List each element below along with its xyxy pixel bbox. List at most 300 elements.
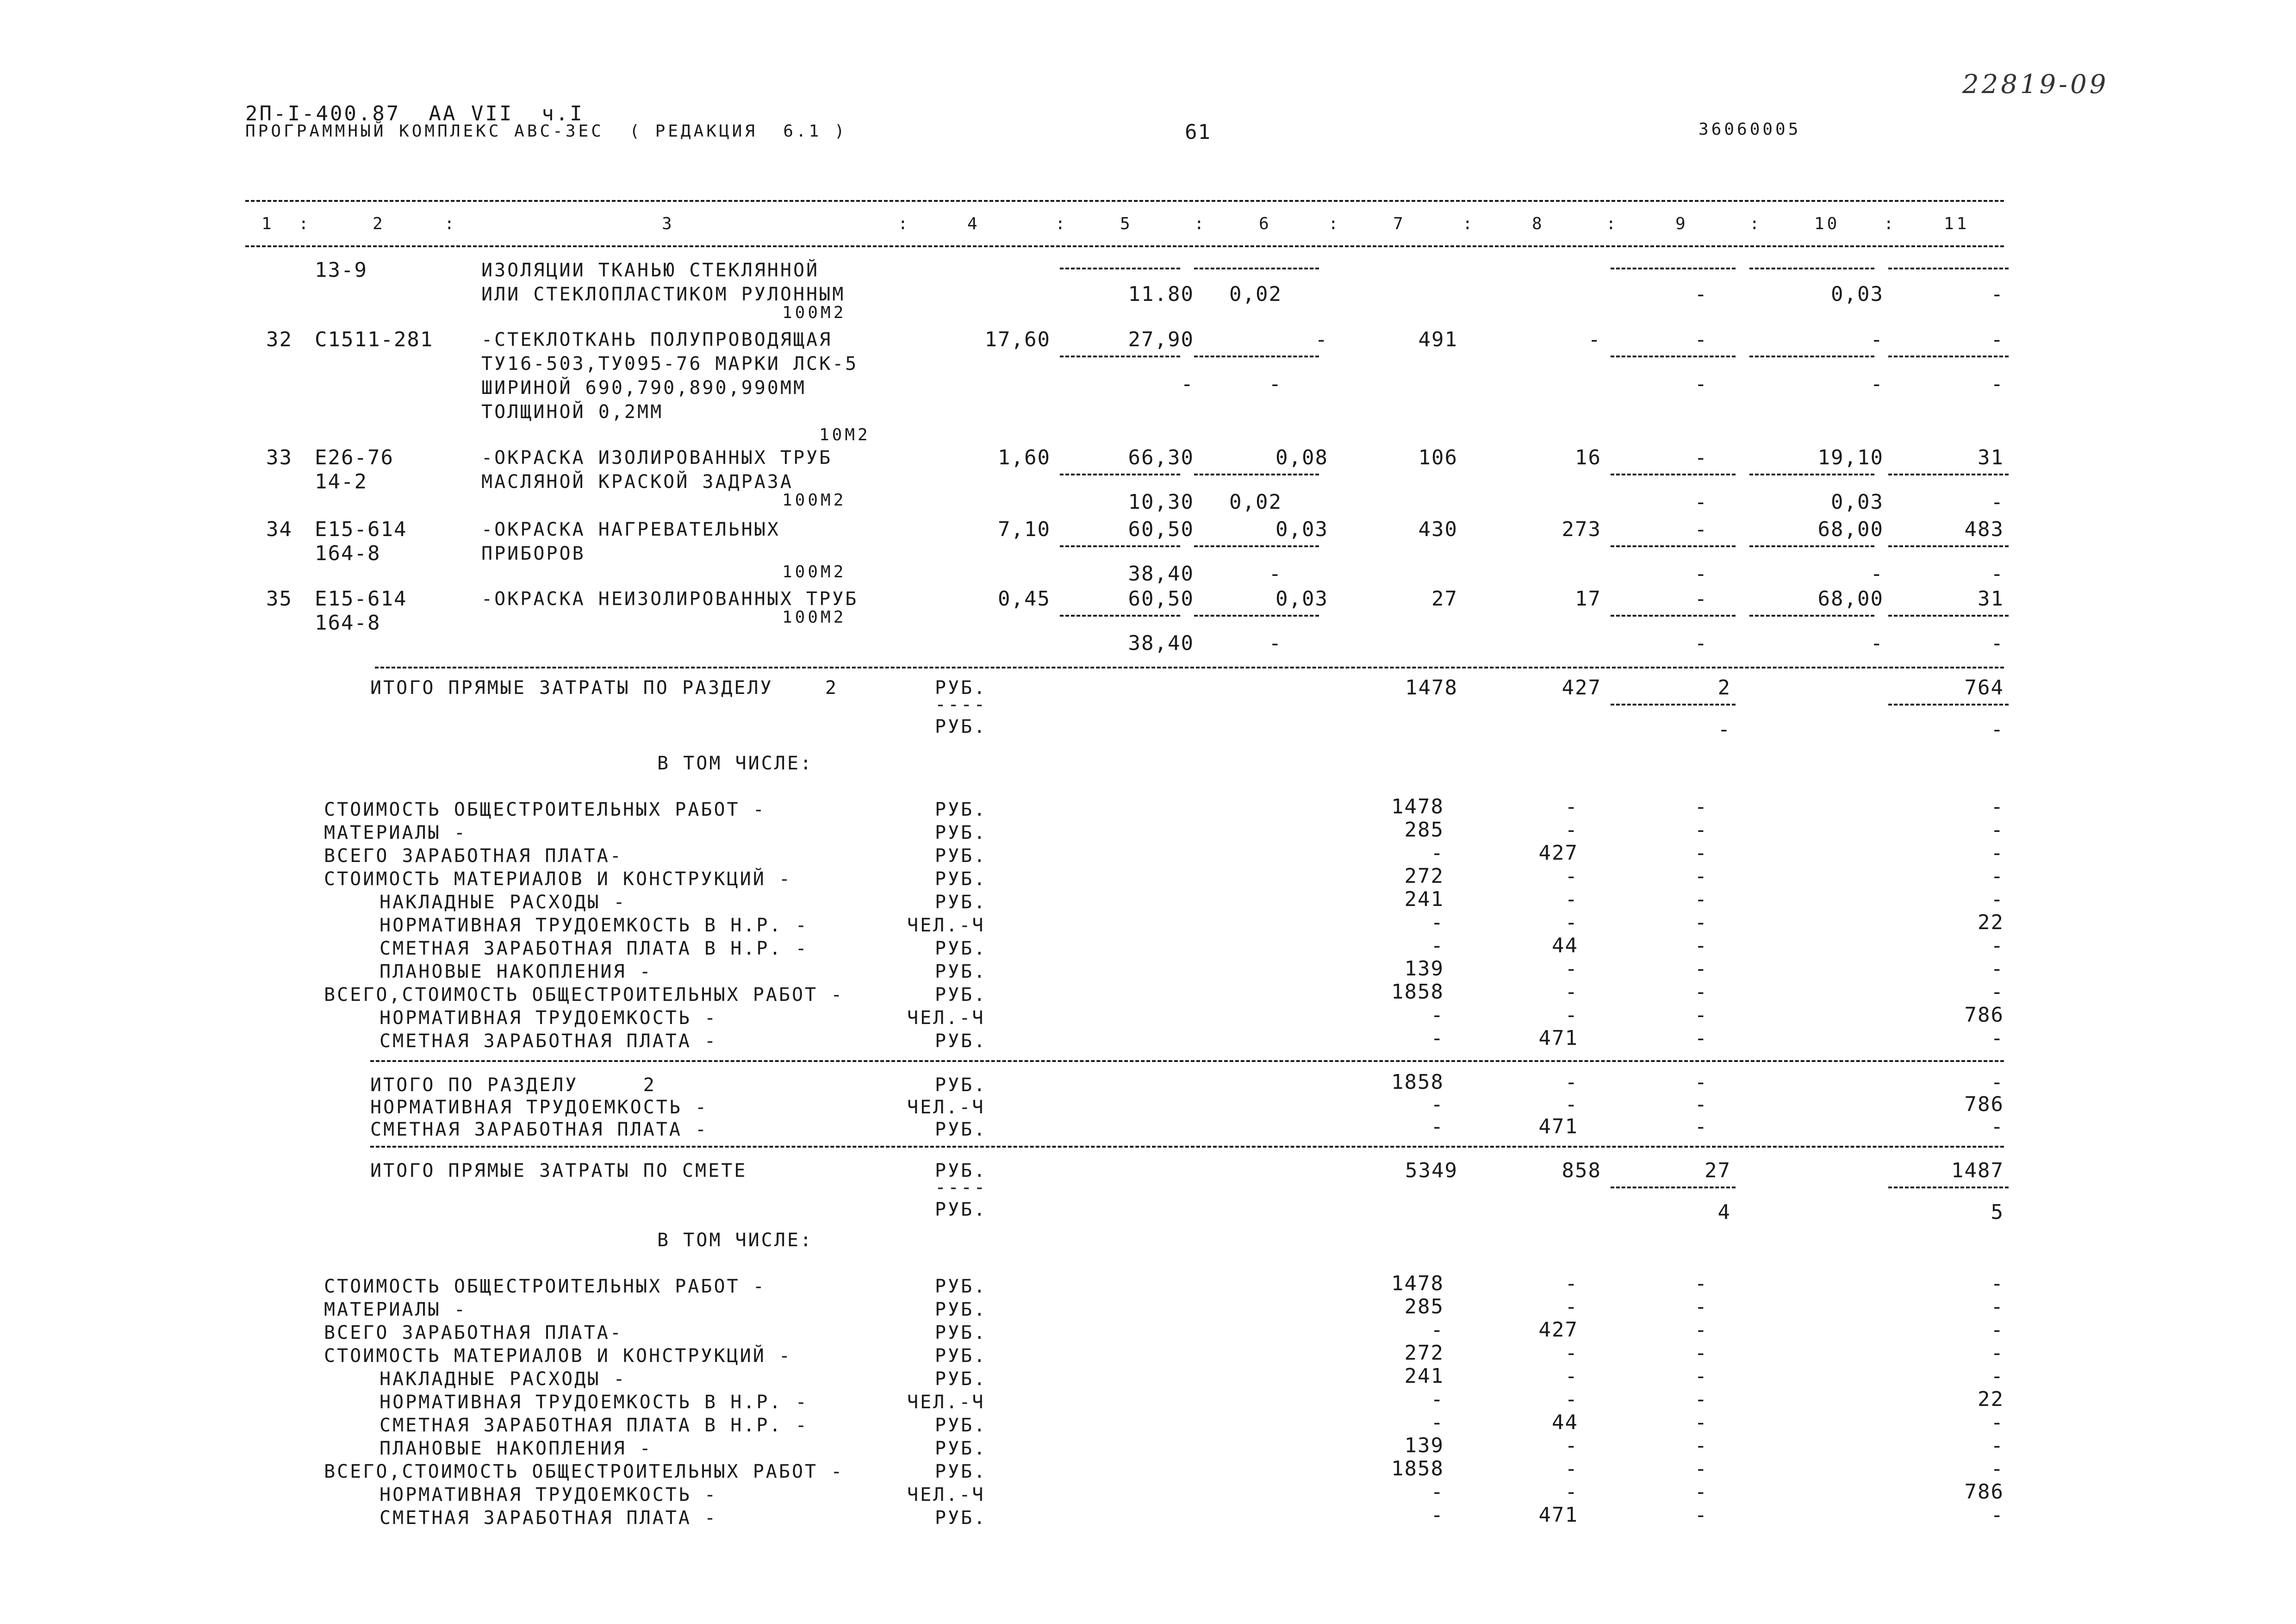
- item-number: 32: [266, 328, 292, 351]
- breakdown-col7: 1478: [1391, 795, 1444, 818]
- column-separator: :: [1055, 214, 1068, 233]
- item-unit: 100М2: [782, 491, 846, 510]
- breakdown-unit: РУБ.: [935, 1438, 987, 1459]
- breakdown-unit: РУБ.: [935, 938, 987, 959]
- cell-col7: 106: [1418, 446, 1458, 469]
- total-col11-sub: 5: [1991, 1200, 2004, 1224]
- cell-col11-sub: -: [1991, 282, 2004, 306]
- column-number: 7: [1393, 214, 1406, 233]
- column-number: 4: [967, 214, 980, 233]
- item-description: ИЗОЛЯЦИИ ТКАНЬЮ СТЕКЛЯННОЙ: [481, 260, 820, 281]
- column-number: 2: [373, 214, 386, 233]
- breakdown-col9: -: [1694, 818, 1708, 842]
- document-number: 36060005: [1699, 120, 1801, 139]
- breakdown-col8: -: [1565, 1295, 1578, 1318]
- breakdown-col11: -: [1991, 1364, 2004, 1388]
- total-col8: 427: [1562, 676, 1601, 700]
- breakdown-col8: -: [1565, 1272, 1578, 1295]
- summary-col7: -: [1431, 1115, 1444, 1138]
- breakdown-col7: 1858: [1391, 980, 1444, 1004]
- cell-col9-sub: -: [1694, 562, 1708, 586]
- breakdown-col9: -: [1694, 887, 1708, 911]
- breakdown-col11: -: [1991, 795, 2004, 818]
- cell-col11: -: [1991, 328, 2004, 351]
- item-description: -ОКРАСКА ИЗОЛИРОВАННЫХ ТРУБ: [481, 447, 833, 468]
- column-number: 6: [1259, 214, 1272, 233]
- cell-col11: 483: [1964, 518, 2004, 541]
- breakdown-col11: -: [1991, 887, 2004, 911]
- cell-col10-sub: 0,03: [1831, 282, 1884, 306]
- breakdown-col9: -: [1694, 911, 1708, 934]
- summary-col11: -: [1991, 1070, 2004, 1094]
- breakdown-col11: -: [1991, 1026, 2004, 1050]
- breakdown-label: НОРМАТИВНАЯ ТРУДОЕМКОСТЬ -: [380, 1484, 718, 1505]
- cell-col9: -: [1694, 518, 1708, 541]
- cell-col10-sub: 0,03: [1831, 490, 1884, 514]
- dash-separator: [1888, 1187, 2009, 1188]
- breakdown-col9: -: [1694, 1026, 1708, 1050]
- cell-col11-sub: -: [1991, 631, 2004, 655]
- cell-col6-sub: -: [1269, 631, 1282, 655]
- breakdown-col11: -: [1991, 957, 2004, 981]
- summary-col8: -: [1565, 1093, 1578, 1116]
- total-label: ИТОГО ПРЯМЫЕ ЗАТРАТЫ ПО СМЕТЕ: [370, 1160, 747, 1181]
- summary-unit: ЧЕЛ.-Ч: [907, 1097, 985, 1118]
- breakdown-col8: -: [1565, 1434, 1578, 1457]
- breakdown-col9: -: [1694, 1480, 1708, 1504]
- breakdown-col11: -: [1991, 1457, 2004, 1480]
- dash-separator: [1194, 268, 1319, 269]
- breakdown-unit: РУБ.: [935, 1299, 987, 1320]
- cell-col8: 16: [1575, 446, 1601, 469]
- dash-separator: [1611, 356, 1736, 357]
- breakdown-label: ВСЕГО,СТОИМОСТЬ ОБЩЕСТРОИТЕЛЬНЫХ РАБОТ -: [324, 1461, 844, 1482]
- breakdown-col11: -: [1991, 818, 2004, 842]
- breakdown-col8: -: [1565, 1387, 1578, 1411]
- column-separator: :: [1749, 214, 1762, 233]
- page-number: 61: [1185, 120, 1211, 144]
- breakdown-col7: 241: [1404, 887, 1444, 911]
- total-col11: 764: [1964, 676, 2004, 700]
- column-separator: :: [444, 214, 457, 233]
- breakdown-col8: 427: [1538, 1318, 1578, 1342]
- dash-separator: [1888, 268, 2009, 269]
- dash-separator: [1888, 704, 2009, 706]
- dash-separator: [1611, 545, 1736, 547]
- item-number: 35: [266, 587, 292, 611]
- cell-col6: 0,03: [1276, 518, 1328, 541]
- cell-col6-sub: -: [1269, 562, 1282, 586]
- item-description: МАСЛЯНОЙ КРАСКОЙ ЗАДРАЗА: [481, 471, 793, 493]
- cell-col9-sub: -: [1694, 372, 1708, 396]
- breakdown-unit: РУБ.: [935, 1368, 987, 1390]
- dash-separator: [1194, 356, 1319, 357]
- breakdown-col11: 786: [1964, 1480, 2004, 1504]
- summary-label: ИТОГО ПО РАЗДЕЛУ 2: [370, 1074, 656, 1096]
- breakdown-col9: -: [1694, 934, 1708, 957]
- item-number: 33: [266, 446, 292, 469]
- cell-col10-sub: -: [1870, 372, 1884, 396]
- dash-separator: [1060, 615, 1180, 617]
- breakdown-col7: -: [1431, 1003, 1444, 1027]
- cell-col10: 68,00: [1817, 587, 1884, 611]
- dash-separator: [1194, 545, 1319, 547]
- breakdown-unit: РУБ.: [935, 1345, 987, 1367]
- summary-col9: -: [1694, 1093, 1708, 1116]
- breakdown-col7: -: [1431, 841, 1444, 865]
- cell-col5-sub: 10,30: [1128, 490, 1194, 514]
- summary-col7: 1858: [1391, 1070, 1444, 1094]
- breakdown-col8: -: [1565, 818, 1578, 842]
- breakdown-col8: -: [1565, 1341, 1578, 1365]
- breakdown-col8: 44: [1552, 1411, 1578, 1434]
- breakdown-col8: -: [1565, 795, 1578, 818]
- summary-label: НОРМАТИВНАЯ ТРУДОЕМКОСТЬ -: [370, 1097, 709, 1118]
- breakdown-col9: -: [1694, 1272, 1708, 1295]
- breakdown-col9: -: [1694, 1503, 1708, 1527]
- column-separator: :: [299, 214, 311, 233]
- total-unit: РУБ.: [935, 1160, 987, 1181]
- breakdown-col9: -: [1694, 795, 1708, 818]
- dash-separator: [1749, 545, 1874, 547]
- breakdown-col7: 272: [1404, 864, 1444, 888]
- cell-col7: 27: [1431, 587, 1458, 611]
- item-number: 34: [266, 518, 292, 541]
- column-number: 10: [1814, 214, 1840, 233]
- item-code: 13-9: [315, 258, 367, 282]
- cell-col8: 17: [1575, 587, 1601, 611]
- breakdown-col9: -: [1694, 1411, 1708, 1434]
- cell-col5-sub: 38,40: [1128, 562, 1194, 586]
- rule-estimate-total: [370, 1146, 2004, 1148]
- rule-top: [245, 200, 2004, 202]
- item-unit: 100М2: [782, 562, 846, 581]
- item-code: 164-8: [315, 611, 381, 635]
- cell-col11: 31: [1978, 587, 2004, 611]
- breakdown-col9: -: [1694, 1387, 1708, 1411]
- breakdown-col11: 786: [1964, 1003, 2004, 1027]
- breakdown-unit: РУБ.: [935, 1461, 987, 1482]
- breakdown-col8: 44: [1552, 934, 1578, 957]
- item-code: 164-8: [315, 542, 381, 565]
- breakdown-col7: 1858: [1391, 1457, 1444, 1480]
- cell-col4: 7,10: [998, 518, 1051, 541]
- total-col9-sub: 4: [1717, 1200, 1731, 1224]
- breakdown-label: СТОИМОСТЬ ОБЩЕСТРОИТЕЛЬНЫХ РАБОТ -: [324, 799, 766, 820]
- total-col9-sub: -: [1717, 718, 1731, 741]
- dash-separator: [1194, 615, 1319, 617]
- breakdown-col7: 1478: [1391, 1272, 1444, 1295]
- cell-col7: 430: [1418, 518, 1458, 541]
- cell-col6: 0,08: [1276, 446, 1328, 469]
- column-separator: :: [1328, 214, 1341, 233]
- column-separator: :: [1194, 214, 1207, 233]
- cell-col9: -: [1694, 587, 1708, 611]
- item-description: ИЛИ СТЕКЛОПЛАСТИКОМ РУЛОННЫМ: [481, 284, 846, 305]
- breakdown-col7: -: [1431, 1026, 1444, 1050]
- column-separator: :: [1884, 214, 1897, 233]
- breakdown-col8: -: [1565, 911, 1578, 934]
- breakdown-unit: РУБ.: [935, 1276, 987, 1297]
- breakdown-unit: РУБ.: [935, 822, 987, 843]
- breakdown-label: ВСЕГО,СТОИМОСТЬ ОБЩЕСТРОИТЕЛЬНЫХ РАБОТ -: [324, 984, 844, 1006]
- item-unit: 100М2: [782, 303, 846, 322]
- summary-col7: -: [1431, 1093, 1444, 1116]
- total-unit: РУБ.: [935, 677, 987, 699]
- cell-col5-sub: -: [1181, 372, 1194, 396]
- breakdown-col11: 22: [1978, 1387, 2004, 1411]
- rule-section-summary: [370, 1060, 2004, 1062]
- summary-label: СМЕТНАЯ ЗАРАБОТНАЯ ПЛАТА -: [370, 1119, 709, 1140]
- breakdown-col7: -: [1431, 1480, 1444, 1504]
- breakdown-col11: -: [1991, 1411, 2004, 1434]
- dash-separator: [1611, 1187, 1736, 1188]
- breakdown-col9: -: [1694, 1295, 1708, 1318]
- cell-col11-sub: -: [1991, 372, 2004, 396]
- dash-separator: [1611, 268, 1736, 269]
- summary-col11: 786: [1964, 1093, 2004, 1116]
- cell-col6-sub: 0,02: [1229, 282, 1282, 306]
- dash-separator: [1060, 356, 1180, 357]
- item-unit: 10М2: [819, 425, 871, 444]
- breakdown-col8: 471: [1538, 1026, 1578, 1050]
- breakdown-col9: -: [1694, 1318, 1708, 1342]
- breakdown-unit: РУБ.: [935, 892, 987, 913]
- column-number: 11: [1944, 214, 1970, 233]
- column-number: 1: [261, 214, 274, 233]
- item-description: -СТЕКЛОТКАНЬ ПОЛУПРОВОДЯЩАЯ: [481, 329, 833, 350]
- column-number: 3: [662, 214, 675, 233]
- column-separator: :: [898, 214, 911, 233]
- item-description: -ОКРАСКА НЕИЗОЛИРОВАННЫХ ТРУБ: [481, 588, 859, 610]
- breakdown-label: НОРМАТИВНАЯ ТРУДОЕМКОСТЬ В Н.Р. -: [380, 1392, 809, 1413]
- dash-separator: [1611, 615, 1736, 617]
- breakdown-col11: -: [1991, 1295, 2004, 1318]
- item-unit: 100М2: [782, 608, 846, 627]
- item-description: ПРИБОРОВ: [481, 543, 585, 564]
- cell-col10-sub: -: [1870, 562, 1884, 586]
- summary-col9: -: [1694, 1070, 1708, 1094]
- cell-col8: 273: [1562, 518, 1601, 541]
- breakdown-col9: -: [1694, 1457, 1708, 1480]
- cell-col10-sub: -: [1870, 631, 1884, 655]
- total-unit: РУБ.: [935, 1199, 987, 1220]
- breakdown-col9: -: [1694, 957, 1708, 981]
- cell-col7: 491: [1418, 328, 1458, 351]
- breakdown-col9: -: [1694, 1341, 1708, 1365]
- item-code: Е15-614: [315, 518, 407, 541]
- breakdown-col8: 471: [1538, 1503, 1578, 1527]
- breakdown-col8: -: [1565, 864, 1578, 888]
- rule-header-bottom: [245, 245, 2004, 247]
- breakdown-label: СТОИМОСТЬ МАТЕРИАЛОВ И КОНСТРУКЦИЙ -: [324, 868, 792, 890]
- breakdown-col7: 241: [1404, 1364, 1444, 1388]
- cell-col9: -: [1694, 446, 1708, 469]
- dash-separator: [1888, 356, 2009, 357]
- breakdown-unit: РУБ.: [935, 845, 987, 867]
- cell-col11: 31: [1978, 446, 2004, 469]
- breakdown-unit: РУБ.: [935, 799, 987, 820]
- breakdown-col7: -: [1431, 1318, 1444, 1342]
- total-unit-separator: ----: [935, 694, 987, 715]
- cell-col9-sub: -: [1694, 631, 1708, 655]
- column-separator: :: [1606, 214, 1619, 233]
- item-code: С1511-281: [315, 328, 434, 351]
- breakdown-label: НАКЛАДНЫЕ РАСХОДЫ -: [380, 892, 627, 913]
- item-code: Е15-614: [315, 587, 407, 611]
- dash-separator: [1060, 545, 1180, 547]
- summary-unit: РУБ.: [935, 1119, 987, 1140]
- breakdown-label: НАКЛАДНЫЕ РАСХОДЫ -: [380, 1368, 627, 1390]
- handwritten-inventory-number: 22819-09: [1962, 69, 2109, 100]
- cell-col5: 60,50: [1128, 518, 1194, 541]
- breakdown-col11: -: [1991, 1503, 2004, 1527]
- breakdown-unit: РУБ.: [935, 1031, 987, 1052]
- cell-col6: -: [1315, 328, 1328, 351]
- total-unit-separator: ----: [935, 1177, 987, 1198]
- section-heading: В ТОМ ЧИСЛЕ:: [657, 1230, 813, 1251]
- dash-separator: [1749, 356, 1874, 357]
- item-description: ТУ16-503,ТУ095-76 МАРКИ ЛСК-5: [481, 353, 859, 375]
- cell-col8: -: [1588, 328, 1601, 351]
- total-col7: 1478: [1405, 676, 1458, 700]
- breakdown-label: СТОИМОСТЬ ОБЩЕСТРОИТЕЛЬНЫХ РАБОТ -: [324, 1276, 766, 1297]
- breakdown-col8: -: [1565, 1364, 1578, 1388]
- breakdown-col8: -: [1565, 887, 1578, 911]
- total-label: ИТОГО ПРЯМЫЕ ЗАТРАТЫ ПО РАЗДЕЛУ 2: [370, 677, 838, 699]
- cell-col4: 1,60: [998, 446, 1051, 469]
- cell-col9-sub: -: [1694, 282, 1708, 306]
- cell-col4: 0,45: [998, 587, 1051, 611]
- breakdown-col7: -: [1431, 911, 1444, 934]
- column-number: 5: [1120, 214, 1133, 233]
- breakdown-unit: РУБ.: [935, 984, 987, 1006]
- item-description: -ОКРАСКА НАГРЕВАТЕЛЬНЫХ: [481, 519, 780, 540]
- cell-col5: 60,50: [1128, 587, 1194, 611]
- dash-separator: [1611, 474, 1736, 475]
- breakdown-col7: -: [1431, 1387, 1444, 1411]
- breakdown-col7: 272: [1404, 1341, 1444, 1365]
- dash-separator: [1060, 474, 1180, 475]
- breakdown-col9: -: [1694, 1434, 1708, 1457]
- breakdown-col11: -: [1991, 980, 2004, 1004]
- total-col9: 2: [1717, 676, 1731, 700]
- item-description: ШИРИНОЙ 690,790,890,990ММ: [481, 377, 807, 399]
- total-unit: РУБ.: [935, 716, 987, 737]
- cell-col9-sub: -: [1694, 490, 1708, 514]
- cell-col5-sub: 11.80: [1128, 282, 1194, 306]
- dash-separator: [1888, 545, 2009, 547]
- item-code: Е26-76: [315, 446, 394, 469]
- breakdown-col7: 139: [1404, 1434, 1444, 1457]
- cell-col10: 68,00: [1817, 518, 1884, 541]
- dash-separator: [1749, 474, 1874, 475]
- dash-separator: [1194, 474, 1319, 475]
- breakdown-unit: РУБ.: [935, 961, 987, 982]
- breakdown-label: ПЛАНОВЫЕ НАКОПЛЕНИЯ -: [380, 961, 653, 982]
- cell-col5: 66,30: [1128, 446, 1194, 469]
- breakdown-col9: -: [1694, 864, 1708, 888]
- column-number: 8: [1532, 214, 1545, 233]
- cell-col11-sub: -: [1991, 490, 2004, 514]
- breakdown-col7: 285: [1404, 1295, 1444, 1318]
- cell-col10: 19,10: [1817, 446, 1884, 469]
- breakdown-label: МАТЕРИАЛЫ -: [324, 1299, 467, 1320]
- breakdown-unit: ЧЕЛ.-Ч: [907, 1484, 985, 1505]
- summary-col8: -: [1565, 1070, 1578, 1094]
- breakdown-label: СМЕТНАЯ ЗАРАБОТНАЯ ПЛАТА -: [380, 1507, 718, 1529]
- column-number: 9: [1675, 214, 1688, 233]
- breakdown-unit: РУБ.: [935, 1322, 987, 1343]
- cell-col9: -: [1694, 328, 1708, 351]
- dash-separator: [1749, 615, 1874, 617]
- breakdown-col8: -: [1565, 1003, 1578, 1027]
- document-code: 2П-I-400.87 АА VII ч.I: [245, 102, 584, 125]
- breakdown-col11: -: [1991, 864, 2004, 888]
- breakdown-label: ВСЕГО ЗАРАБОТНАЯ ПЛАТА-: [324, 845, 623, 867]
- breakdown-label: ВСЕГО ЗАРАБОТНАЯ ПЛАТА-: [324, 1322, 623, 1343]
- dash-separator: [1060, 268, 1180, 269]
- dash-separator: [1611, 704, 1736, 706]
- cell-col4: 17,60: [984, 328, 1051, 351]
- breakdown-col11: -: [1991, 1434, 2004, 1457]
- breakdown-col7: -: [1431, 1411, 1444, 1434]
- summary-unit: РУБ.: [935, 1074, 987, 1096]
- dash-separator: [1888, 474, 2009, 475]
- item-description: ТОЛЩИНОЙ 0,2ММ: [481, 401, 664, 423]
- breakdown-unit: РУБ.: [935, 868, 987, 890]
- breakdown-col9: -: [1694, 841, 1708, 865]
- breakdown-unit: ЧЕЛ.-Ч: [907, 915, 985, 936]
- breakdown-col7: 139: [1404, 957, 1444, 981]
- breakdown-col8: -: [1565, 1457, 1578, 1480]
- section-heading: В ТОМ ЧИСЛЕ:: [657, 753, 813, 774]
- breakdown-col8: 427: [1538, 841, 1578, 865]
- cell-col6-sub: -: [1269, 372, 1282, 396]
- breakdown-col9: -: [1694, 1364, 1708, 1388]
- breakdown-label: СТОИМОСТЬ МАТЕРИАЛОВ И КОНСТРУКЦИЙ -: [324, 1345, 792, 1367]
- breakdown-label: СМЕТНАЯ ЗАРАБОТНАЯ ПЛАТА В Н.Р. -: [380, 938, 809, 959]
- breakdown-unit: РУБ.: [935, 1415, 987, 1436]
- breakdown-col11: -: [1991, 1318, 2004, 1342]
- breakdown-col11: -: [1991, 1272, 2004, 1295]
- breakdown-label: СМЕТНАЯ ЗАРАБОТНАЯ ПЛАТА В Н.Р. -: [380, 1415, 809, 1436]
- dash-separator: [1888, 615, 2009, 617]
- item-code: 14-2: [315, 470, 367, 493]
- breakdown-col7: -: [1431, 1503, 1444, 1527]
- dash-separator: [1749, 268, 1874, 269]
- breakdown-col7: 285: [1404, 818, 1444, 842]
- breakdown-unit: ЧЕЛ.-Ч: [907, 1007, 985, 1029]
- column-separator: :: [1462, 214, 1475, 233]
- breakdown-col8: -: [1565, 957, 1578, 981]
- total-col9: 27: [1705, 1159, 1731, 1182]
- total-col8: 858: [1562, 1159, 1601, 1182]
- summary-col9: -: [1694, 1115, 1708, 1138]
- breakdown-col11: 22: [1978, 911, 2004, 934]
- summary-col8: 471: [1538, 1115, 1578, 1138]
- breakdown-col11: -: [1991, 934, 2004, 957]
- total-col11-sub: -: [1991, 718, 2004, 741]
- breakdown-col7: -: [1431, 934, 1444, 957]
- breakdown-unit: РУБ.: [935, 1507, 987, 1529]
- software-line: ПРОГРАММНЫЙ КОМПЛЕКС АВС-3ЕС ( РЕДАКЦИЯ 6.1 ): [245, 122, 847, 141]
- breakdown-col11: -: [1991, 841, 2004, 865]
- cell-col5: 27,90: [1128, 328, 1194, 351]
- total-col11: 1487: [1951, 1159, 2004, 1182]
- cell-col6-sub: 0,02: [1229, 490, 1282, 514]
- breakdown-label: МАТЕРИАЛЫ -: [324, 822, 467, 843]
